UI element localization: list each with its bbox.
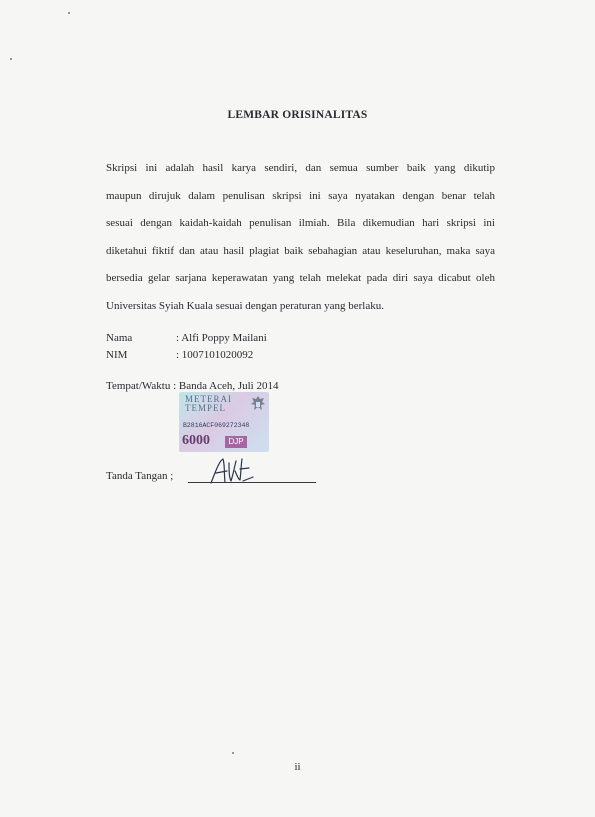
nama-label: Nama — [106, 332, 133, 344]
statement-line: sesuai dengan kaidah-kaidah penulisan ilmiah. Bila dikemudian hari skripsi ini — [106, 217, 495, 229]
tempat-waktu: Tempat/Waktu : Banda Aceh, Juli 2014 — [106, 380, 279, 392]
stamp-serial: B2816ACF069272348 — [183, 422, 250, 429]
stamp-value: 6000 — [182, 433, 210, 448]
tanda-tangan-label: Tanda Tangan ; — [106, 470, 174, 482]
meterai-stamp — [179, 392, 269, 452]
stamp-line1: METERAI — [185, 394, 232, 404]
statement-line: bersedia gelar sarjana keperawatan yang telah melekat pada diri saya dicabut oleh — [106, 272, 495, 284]
nim-row — [106, 349, 253, 361]
nama-value: : Alfi Poppy Mailani — [176, 332, 267, 344]
nama-row — [106, 332, 267, 344]
page-number: ii — [294, 761, 301, 773]
garuda-emblem-icon — [250, 394, 266, 414]
document-title: LEMBAR ORISINALITAS — [227, 109, 368, 121]
originality-statement — [106, 155, 495, 320]
scan-speck — [68, 12, 70, 14]
statement-line: Skripsi ini adalah hasil karya sendiri, dan semua sumber baik yang dikutip — [106, 162, 495, 174]
stamp-line2: TEMPEL — [185, 403, 226, 413]
handwritten-signature — [207, 455, 255, 487]
scan-speck — [232, 752, 234, 754]
nim-value: : 1007101020092 — [176, 349, 254, 361]
statement-line: maupun dirujuk dalam penulisan skripsi ini saya nyatakan dengan benar telah — [106, 189, 495, 202]
statement-line: diketahui fiktif dan atau hasil plagiat baik sebahagian atau keseluruhan, maka saya — [106, 244, 495, 257]
statement-line: Universitas Syiah Kuala sesuai dengan peraturan yang berlaku. — [106, 299, 384, 312]
nim-label: NIM — [106, 349, 128, 361]
scan-speck — [10, 58, 12, 60]
stamp-badge: DJP — [225, 436, 247, 448]
